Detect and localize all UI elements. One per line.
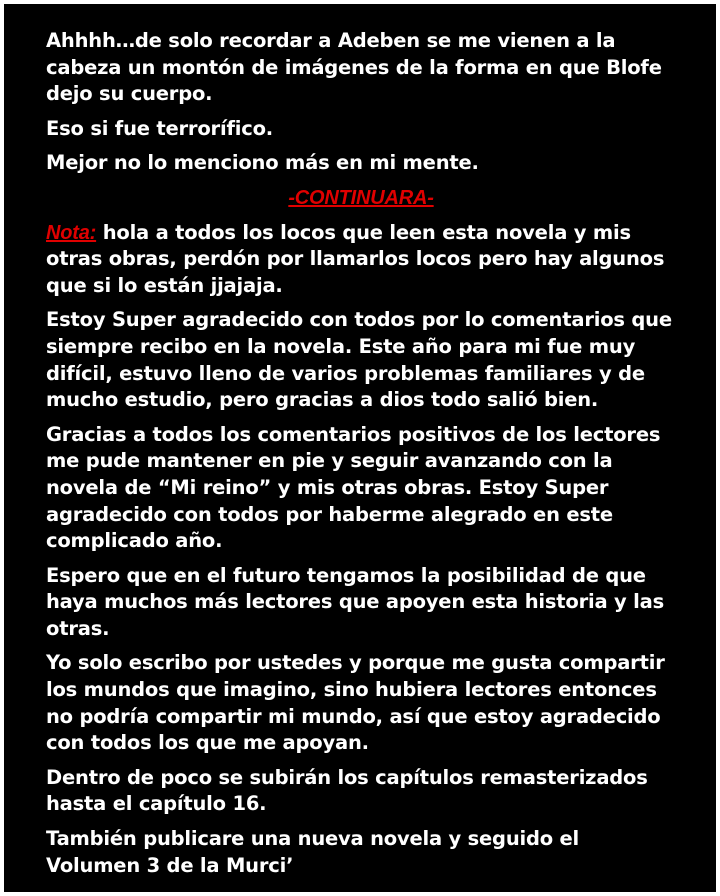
paragraph: Gracias a todos los comentarios positivos de los lectores me pude mantener en pie y seguir avanzando con la novela de “Mi reino” y mis otras obras. Estoy Super agradecido con todos por haberme alegrado en este complicado año. xyxy=(46,422,661,553)
continuara-heading: -CONTINUARA- xyxy=(288,186,434,209)
note-paragraph xyxy=(46,220,676,300)
note-text: hola a todos los locos que leen esta novela y mis otras obras, perdón por llamarlos locos pero hay algunos que si lo están jjajaja. xyxy=(46,220,665,297)
paragraph: Dentro de poco se subirán los capítulos remasterizados hasta el capítulo 16. xyxy=(46,765,648,816)
note-label: Nota: xyxy=(46,221,97,244)
paragraph: Estoy Super agradecido con todos por lo comentarios que siempre recibo en la novela. Este año para mi fue muy difícil, estuvo lleno de varios problemas familiares y de mucho estudio, pero gracias a dios todo salió bien. xyxy=(46,308,672,412)
text-page xyxy=(4,4,716,892)
paragraph: Espero que en el futuro tengamos la posibilidad de que haya muchos más lectores que apoyen esta historia y las otras. xyxy=(46,563,664,640)
paragraph: También publicare una nueva novela y seguido el Volumen 3 de la Murci’ xyxy=(46,827,580,877)
paragraph: Yo solo escribo por ustedes y porque me gusta compartir los mundos que imagino, sino hubiera lectores entonces no podría compartir mi mundo, así que estoy agradecido con todos los que me apoyan. xyxy=(46,651,665,755)
paragraph: Ahhhh…de solo recordar a Adeben se me vienen a la cabeza un montón de imágenes de la forma en que Blofe dejo su cuerpo. xyxy=(46,29,662,106)
paragraph: Eso si fue terrorífico. xyxy=(46,116,273,140)
paragraph: Mejor no lo menciono más en mi mente. xyxy=(46,151,479,175)
